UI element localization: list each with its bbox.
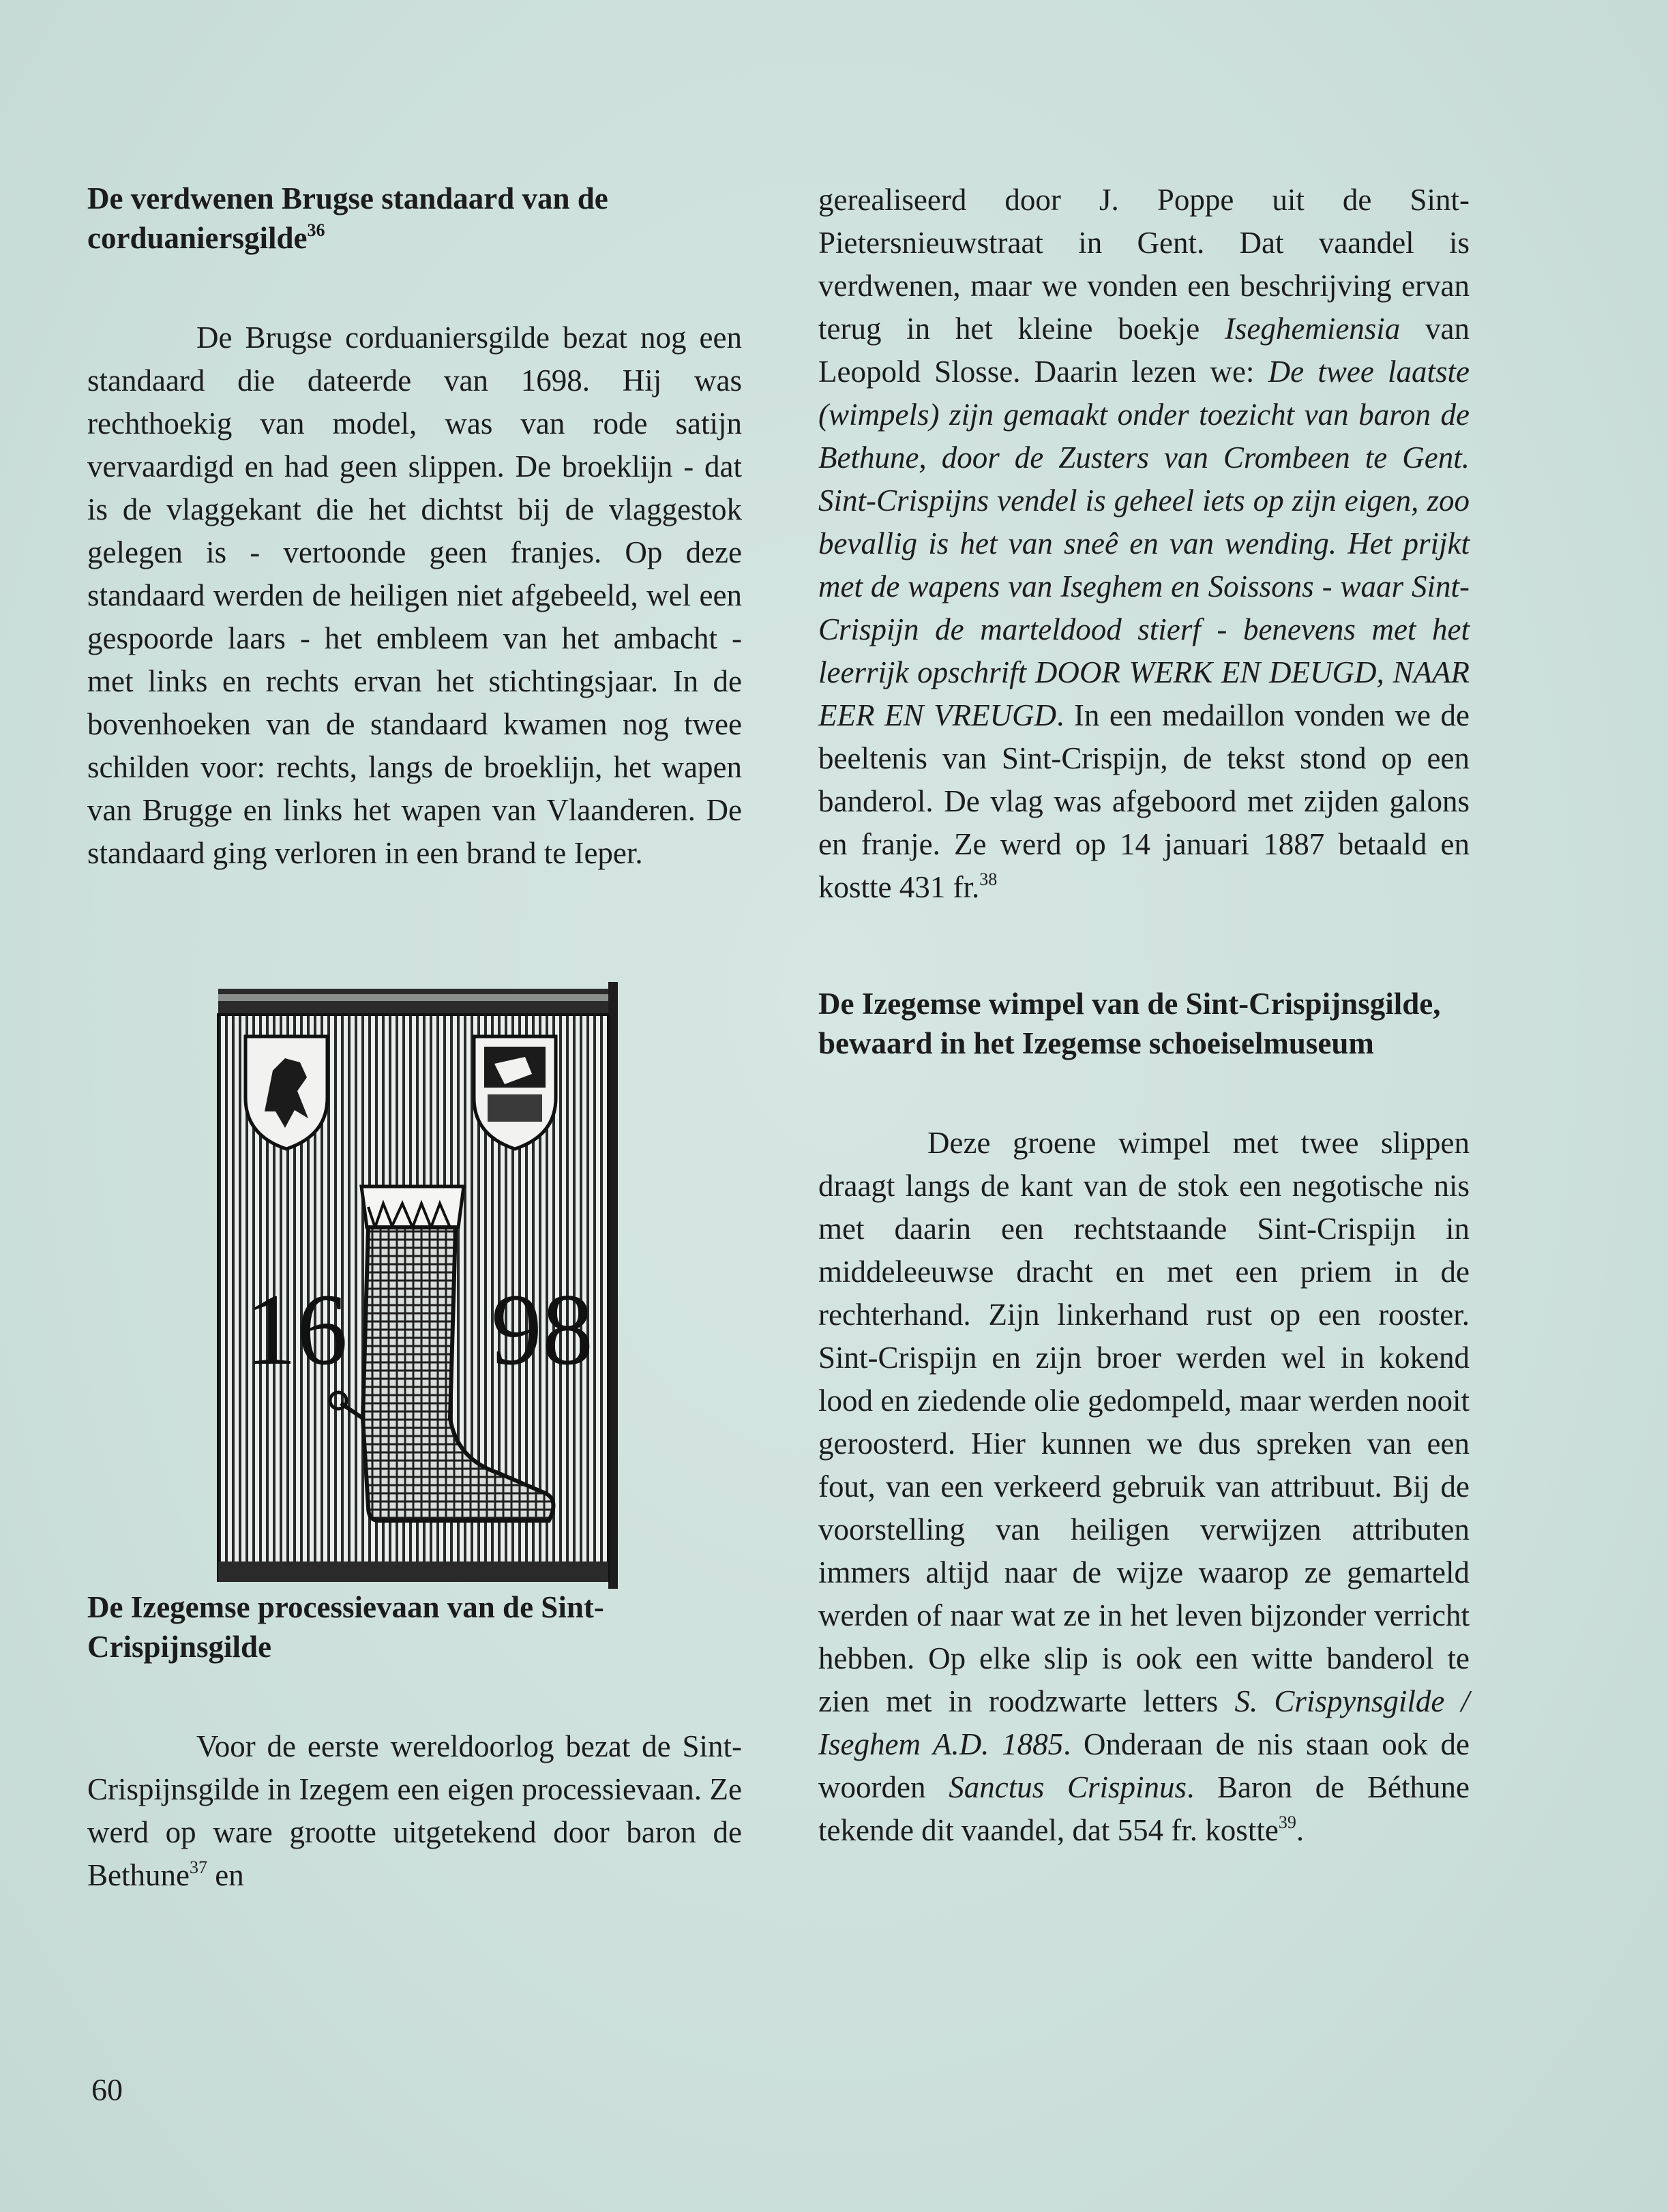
paragraph-text: . Baron de Béthune tekende dit vaandel, dat 554 fr. kostte	[818, 1770, 1470, 1847]
page-number: 60	[91, 2072, 123, 2107]
paragraph-text: van Leopold Slosse. Daarin lezen we:	[818, 312, 1470, 389]
banderol-inscription: S. Crispynsgilde / Iseghem A.D. 1885	[818, 1684, 1470, 1761]
paragraph-brugse-standaard: De Brugse corduaniersgilde bezat nog een standaard die dateerde van 1698. Hij was rechthoekig van model, was van rode satijn vervaardigd en had geen slippen. De broeklijn - dat is de vlaggekant die het dichtst bij de vlaggestok gelegen is - vertoonde geen franjes. Op deze standaard werden de heiligen niet afgebeeld, wel een gespoorde laars - het embleem van het ambacht - met links en rechts ervan het stichtingsjaar. In de bovenhoeken van de standaard kwamen nog twee schilden voor: rechts, langs de broeklijn, het wapen van Brugge en links het wapen van Vlaanderen. De standaard ging verloren in een brand te Ieper.	[87, 320, 742, 870]
year-left: 16	[245, 1273, 348, 1386]
paragraph-text: .	[1296, 1813, 1305, 1847]
standard-illustration	[205, 982, 627, 1596]
book-title: Iseghemiensia	[1224, 312, 1401, 346]
paragraph-wimpel	[818, 1122, 1470, 1852]
footnote-ref: 37	[189, 1857, 207, 1877]
top-fringe	[218, 989, 614, 1015]
niche-inscription: Sanctus Crispinus	[949, 1770, 1187, 1804]
quotation: De twee laatste (wimpels) zijn gemaakt onder toezicht van baron de Bethune, door de Zusters van Crombeen te Gent. Sint-Crispijns vendel is geheel iets op zijn eigen, zoo bevallig is het van sneê en van wending. Het prijkt met de wapens van Iseghem en Soissons - waar Sint-Crispijn de marteldood stierf - benevens met het leerrijk opschrift DOOR WERK EN DEUGD, NAAR EER EN VREUGD	[818, 355, 1470, 732]
shield-flanders-icon	[245, 1036, 327, 1149]
paragraph-processievaan	[87, 1725, 742, 1897]
right-column	[818, 179, 1470, 1852]
paragraph-text: Voor de eerste wereldoorlog bezat de Sint-Crispijnsgilde in Izegem een eigen processievaan. Ze werd op ware grootte uitgetekend door baron de Bethune	[87, 1729, 742, 1892]
heading-wimpel: De Izegemse wimpel van de Sint-Crispijnsgilde, bewaard in het Izegemse schoeiselmuseum	[818, 987, 1441, 1060]
heading-text: De verdwenen Brugse standaard van de corduaniersgilde	[87, 181, 608, 255]
paragraph-text: . In een medaillon vonden we de beeltenis van Sint-Crispijn, de tekst stond op een banderol. De vlag was afgeboord met zijden galons en franje. Ze werd op 14 januari 1887 betaald en kostte 431 fr.	[818, 698, 1470, 904]
bottom-fringe	[218, 1561, 608, 1582]
footnote-ref: 36	[307, 220, 325, 240]
footnote-ref: 39	[1278, 1812, 1296, 1832]
heading-processievaan: De Izegemse processievaan van de Sint-Crispijnsgilde	[87, 1590, 604, 1664]
shield-bruges-icon	[474, 1036, 556, 1149]
year-right: 98	[491, 1273, 593, 1386]
paragraph-vaandel	[818, 179, 1470, 909]
paragraph-text: Deze groene wimpel met twee slippen draagt langs de kant van de stok een negotische nis met daarin een rechtstaande Sint-Crispijn in middeleeuwse dracht en met een priem in de rechterhand. Zijn linkerhand rust op een rooster. Sint-Crispijn en zijn broer werden wel in kokend lood en ziedende olie gedompeld, maar werden nooit geroosterd. Hier kunnen we dus spreken van een fout, van een verkeerd gebruik van attribuut. Bij de voorstelling van heiligen verwijzen attributen immers altijd naar de wijze waarop ze gemarteld werden of naar wat ze in het leven bijzonder verricht hebben. Op elke slip is ook een witte banderol te zien met in roodzwarte letters	[818, 1126, 1470, 1718]
heading-brugse-standaard	[87, 179, 742, 258]
footnote-ref: 38	[979, 869, 998, 889]
paragraph-text: gerealiseerd door J. Poppe uit de Sint-Pietersnieuwstraat in Gent. Dat vaandel is verdwenen, maar we vonden een beschrijving ervan terug in het kleine boekje	[818, 183, 1470, 346]
paragraph-text: . Onderaan de nis staan ook de woorden	[818, 1727, 1470, 1804]
flag-pole	[608, 982, 618, 1589]
paragraph-text: en	[207, 1858, 244, 1892]
